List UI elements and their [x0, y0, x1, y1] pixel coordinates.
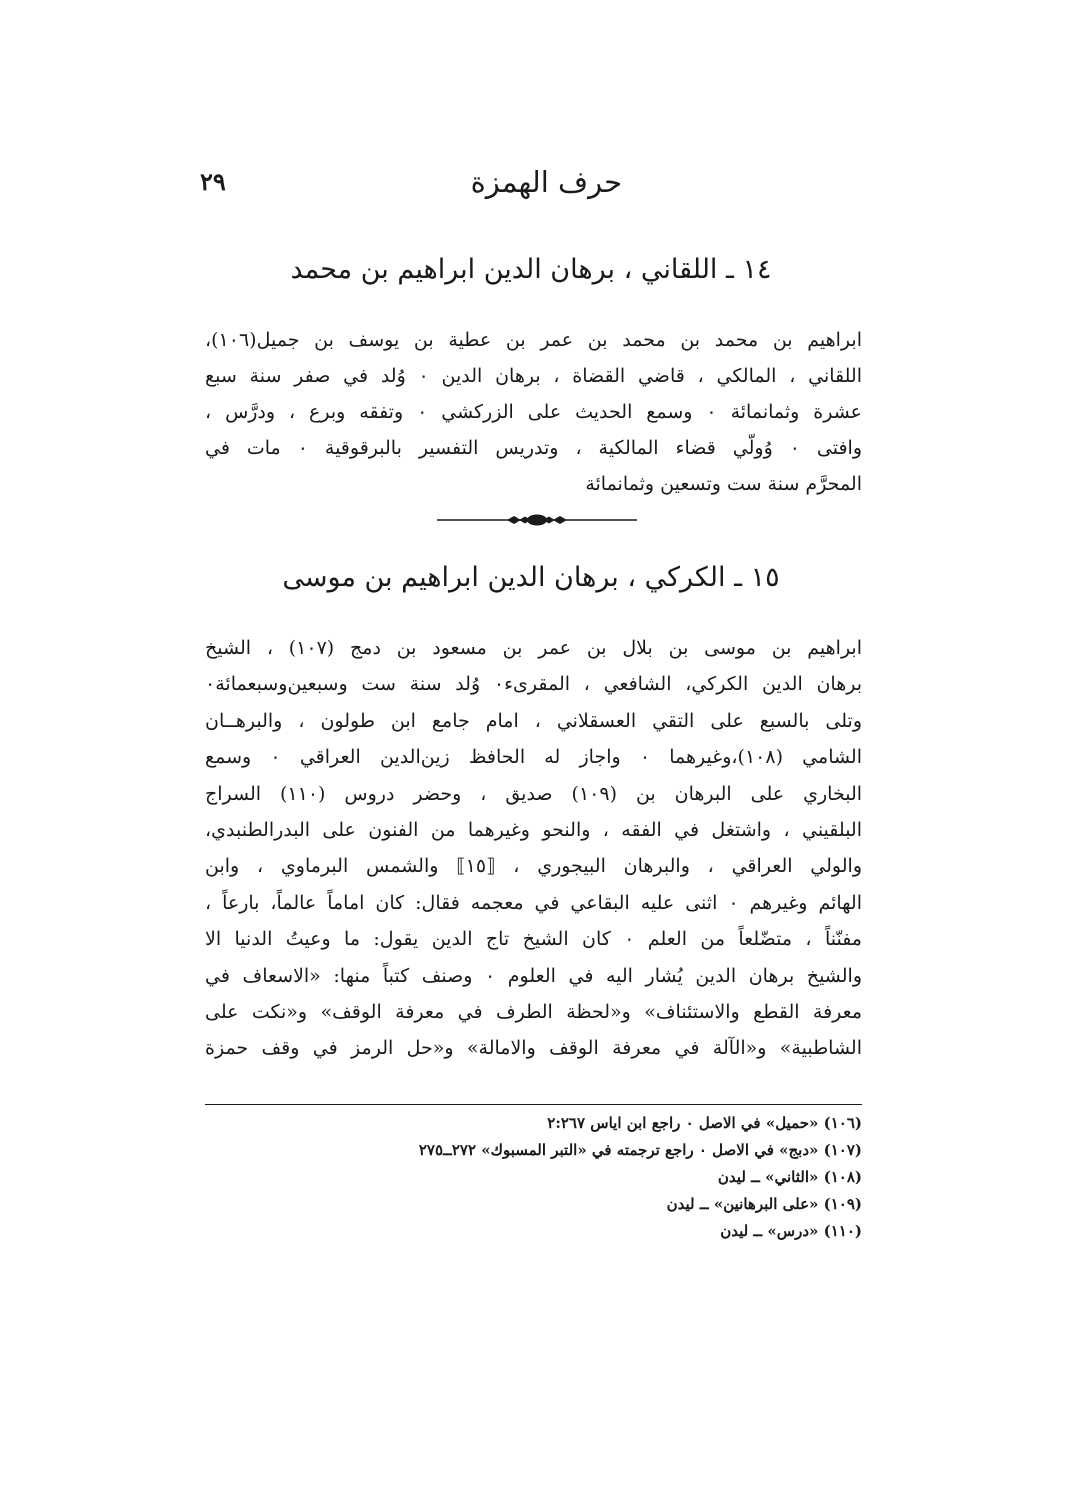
text-line: المحرَّم سنة ست وتسعين وثمانمائة: [585, 473, 862, 495]
text-line: ابراهيم بن موسى بن بلال بن عمر بن مسعود بن دمج (١٠٧) ، الشيخ: [205, 637, 862, 659]
entry-15-heading: ١٥ ـ الكركي ، برهان الدين ابراهيم بن موسى: [282, 562, 780, 593]
text-line: معرفة القطع والاستئناف» و«لحظة الطرف في معرفة الوقف» و«نكت على: [205, 1000, 862, 1023]
text-line: ابراهيم بن محمد بن محمد بن عمر بن عطية بن يوسف بن جميل(١٠٦)،: [205, 329, 862, 351]
text-line: الشاطبية» و«الآلة في معرفة الوقف والامالة» و«حل الرمز في وقف حمزة: [205, 1037, 862, 1060]
section-divider-ornament: [437, 512, 637, 528]
text-line: والولي العراقي ، والبرهان البيجوري ، ⟦١٥⟧ والشمس البرماوي ، وابن: [205, 855, 862, 878]
text-line: برهان الدين الكركي، الشافعي ، المقرىء٠ وُلد سنة ست وسبعين‌وسبعمائة٠: [205, 673, 862, 696]
footnote: (١٠٧) «دبج» في الاصل ٠ راجع ترجمته في «التبر المسبوك» ٢٧٢ــ٢٧٥: [418, 1141, 862, 1159]
footnote: (١٠٨) «الثاني» ــ ليدن: [717, 1168, 862, 1186]
running-title: حرف الهمزة: [470, 165, 622, 199]
entry-14-body: [205, 322, 862, 502]
text-line: والشيخ برهان الدين يُشار اليه في العلوم ٠ وصنف كتباً منها: «الاسعاف في: [205, 964, 862, 987]
text-line: عشرة وثمانمائة ٠ وسمع الحديث على الزركشي ٠ وتفقه وبرع ، ودرَّس ،: [205, 401, 862, 423]
text-line: البلقيني ، واشتغل في الفقه ، والنحو وغيرهما من الفنون على البدرالطنبدي،: [205, 818, 862, 841]
footnotes: [205, 1110, 862, 1245]
footnote: (١٠٦) «حميل» في الاصل ٠ راجع ابن اياس ٢:٢٦٧: [547, 1114, 862, 1132]
text-line: الشامي (١٠٨)،وغيرهما ٠ واجاز له الحافظ زين‌الدين العراقي ٠ وسمع: [205, 746, 862, 769]
text-line: وتلى بالسبع على التقي العسقلاني ، امام جامع ابن طولون ، والبرهــان: [205, 709, 862, 732]
entry-14-heading: ١٤ ـ اللقاني ، برهان الدين ابراهيم بن محمد: [290, 254, 772, 285]
footnote: (١١٠) «درس» ــ ليدن: [720, 1222, 862, 1240]
text-line: البخاري على البرهان بن (١٠٩) صديق ، وحضر دروس (١١٠) السراج: [205, 782, 863, 805]
page-number: ٢٩: [200, 167, 226, 196]
footnote-separator: [205, 1104, 862, 1105]
footnote: (١٠٩) «على البرهانين» ــ ليدن: [666, 1195, 862, 1213]
text-line: وافتى ٠ وُولّي قضاء المالكية ، وتدريس التفسير بالبرقوقية ٠ مات في: [205, 437, 863, 459]
text-line: الهائم وغيرهم ٠ اثنى عليه البقاعي في معجمه فقال: كان اماماً عالماً، بارعاً ،: [205, 891, 862, 914]
text-line: مفنّناً ، متضّلعاً من العلم ٠ كان الشيخ تاج الدين يقول: ما وعيتُ الدنيا الا: [205, 928, 862, 951]
text-line: اللقاني ، المالكي ، قاضي القضاة ، برهان الدين ٠ وُلد في صفر سنة سبع: [205, 365, 862, 387]
entry-15-body: [205, 630, 862, 1067]
running-header: [200, 160, 862, 204]
